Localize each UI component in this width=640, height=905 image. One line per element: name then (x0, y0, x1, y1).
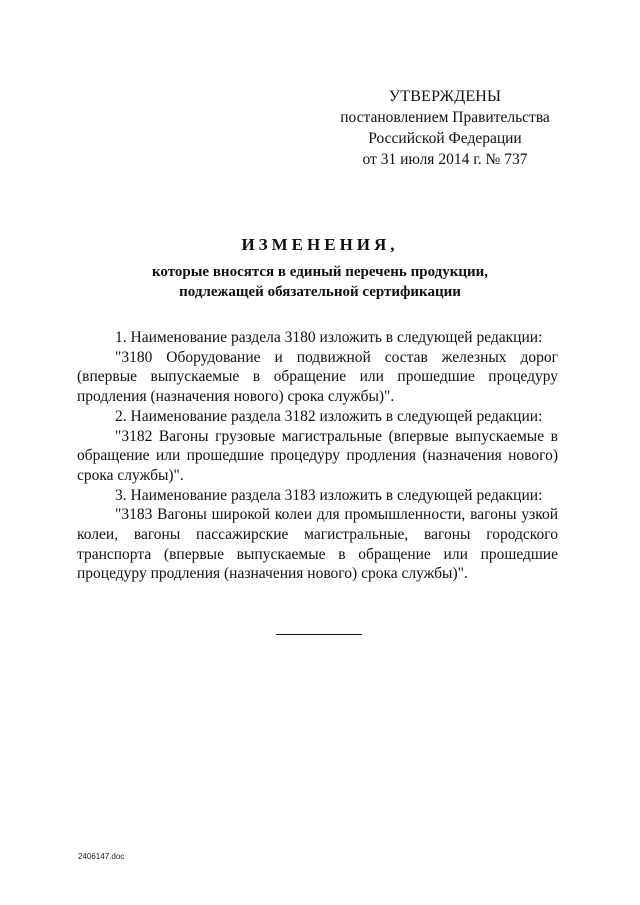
item-3-instruction: 3. Наименование раздела 3183 изложить в следующей редакции: (115, 486, 543, 504)
item-2-instruction: 2. Наименование раздела 3182 изложить в следующей редакции: (115, 407, 543, 425)
item-2-text: "3182 Вагоны грузовые магистральные (впервые выпускаемые в обращение или прошедшие процедуру продления (назначения нового) срока службы)". (77, 427, 558, 484)
item-1-instruction: 1. Наименование раздела 3180 изложить в следующей редакции: (115, 329, 543, 346)
approval-line-2: Российской Федерации (368, 130, 522, 147)
document-subtitle-line-2: подлежащей обязательной сертификации (179, 284, 461, 300)
item-1-text: "3180 Оборудование и подвижной состав железных дорог (впервые выпускаемые в обращение или прошедшие процедуру продления (назначения нового) срока службы)". (77, 348, 558, 406)
footer-file-code: 2406147.doc (78, 852, 125, 861)
approval-title: УТВЕРЖДЕНЫ (388, 88, 502, 105)
document-title: ИЗМЕНЕНИЯ, (241, 235, 399, 254)
approval-block (330, 86, 560, 170)
approval-date-number: от 31 июля 2014 г. № 737 (362, 151, 528, 168)
document-body (77, 328, 558, 584)
document-heading (80, 234, 560, 302)
document-subtitle-line-1: которые вносятся в единый перечень продукции, (151, 264, 489, 280)
end-divider (276, 634, 362, 635)
item-3-text: "3183 Вагоны широкой колеи для промышленности, вагоны узкой колеи, вагоны пассажирские магистральные, вагоны городского транспорта (впервые выпускаемые в обращение или прошедшие процедуру продления (назначения нового) срока службы)". (77, 506, 558, 583)
approval-line-1: постановлением Правительства (340, 109, 550, 126)
